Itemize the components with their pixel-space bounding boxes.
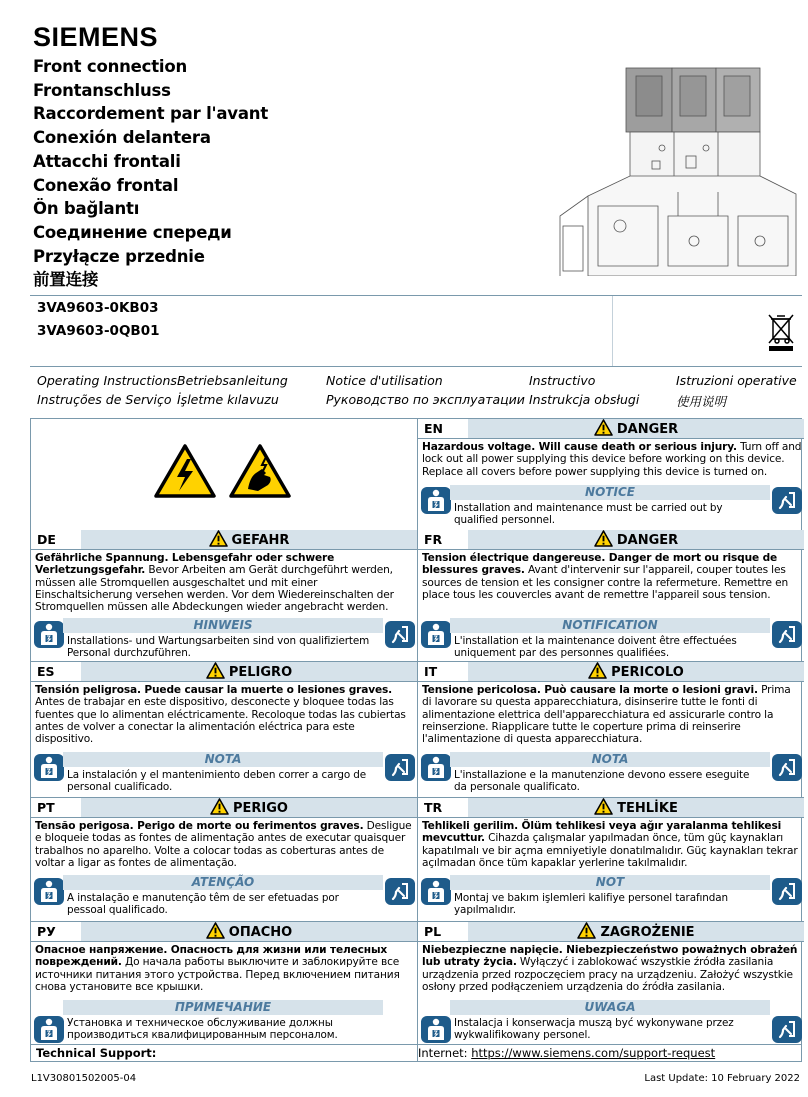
read-manual-icon	[772, 621, 802, 648]
warning-triangle-icon	[577, 922, 596, 939]
read-manual-icon	[772, 754, 802, 781]
warning-triangle-icon	[594, 419, 613, 436]
section-header	[31, 662, 417, 682]
support-link[interactable]: https://www.siemens.com/support-request	[471, 1046, 716, 1060]
support-internet	[418, 1045, 715, 1062]
qualified-person-icon	[34, 621, 64, 648]
notice-bar: NOT	[450, 875, 770, 890]
danger-text	[422, 684, 802, 745]
danger-label: DANGER	[616, 533, 679, 548]
title-tr: Ön bağlantı	[33, 199, 140, 219]
last-update: Last Update: 10 February 2022	[644, 1073, 800, 1084]
title-pt: Conexão frontal	[33, 175, 179, 195]
danger-text	[35, 684, 415, 745]
danger-text	[35, 820, 415, 869]
section-pt	[31, 798, 417, 922]
language-code: EN	[418, 419, 468, 438]
notice-text: Montaj ve bakım işlemleri kalifiye personel tarafından yapılmalıdır.	[454, 892, 729, 916]
danger-bar	[81, 662, 417, 681]
danger-label: GEFAHR	[231, 533, 290, 548]
manual-title: Notice d'utilisation Руководство по эксплуатации	[326, 373, 525, 407]
language-code: PT	[31, 798, 81, 817]
qualified-person-icon	[421, 754, 451, 781]
warning-triangle-icon	[206, 662, 225, 679]
warning-triangle-icon	[210, 798, 229, 815]
danger-headline: Опасное напряжение. Опасность для жизни или телесных повреждений.	[35, 944, 388, 969]
danger-headline: Tension électrique dangereuse. Danger de mort ou risque de blessures graves.	[422, 552, 778, 577]
danger-label: TEHLİKE	[617, 801, 678, 816]
danger-label: PERICOLO	[611, 665, 684, 680]
title-ru: Соединение спереди	[33, 222, 232, 242]
section-header	[418, 662, 804, 682]
section-header	[418, 798, 804, 818]
danger-text	[422, 820, 802, 869]
manual-title: Betriebsanleitung İşletme kılavuzu	[177, 373, 288, 407]
read-manual-icon	[772, 878, 802, 905]
danger-headline: Tensione pericolosa. Può causare la morte o lesioni gravi.	[422, 684, 758, 696]
title-fr: Raccordement par l'avant	[33, 104, 269, 124]
danger-label: PERIGO	[233, 801, 288, 816]
danger-body: Prima di lavorare su questa apparecchiatura, disinserire tutte le fonti di alimentazione elettrica dell'apparecchiatura ed assicurarle contro la reinserzione. Riapplicare tutte le coperture prima di reinserire l'alimentazione di questa apparecchiatura.	[422, 684, 791, 746]
section-de	[31, 530, 417, 662]
section-en	[418, 419, 804, 537]
support-label: Technical Support:	[36, 1046, 157, 1060]
notice-bar: NOTICE	[450, 485, 770, 500]
section-ru	[31, 922, 417, 1046]
notice-text: Installations- und Wartungsarbeiten sind von qualifiziertem Personal durchzuführen.	[67, 635, 370, 659]
notice-bar: UWAGA	[450, 1000, 770, 1015]
section-header	[31, 798, 417, 818]
warning-pictogram-cell	[31, 419, 417, 537]
danger-headline: Tensão perigosa. Perigo de morte ou ferimentos graves.	[35, 820, 364, 832]
danger-body: Desligue e bloqueie todas as fontes de alimentação antes de executar quaisquer trabalhos no aparelho. Volte a colocar todas as coberturas antes de voltar a ligar as fontes de alimentação.	[35, 820, 412, 869]
language-code: PL	[418, 922, 468, 941]
weee-bin-icon	[766, 313, 796, 353]
danger-headline: Niebezpieczne napięcie. Niebezpieczeństwo poważnych obrażeń lub utraty życia.	[422, 944, 798, 969]
section-tr	[418, 798, 804, 922]
danger-headline: Tensión peligrosa. Puede causar la muerte o lesiones graves.	[35, 684, 393, 696]
language-code: ES	[31, 662, 81, 681]
warning-pictograms	[153, 443, 292, 503]
qualified-person-icon	[34, 754, 64, 781]
order-number-box	[30, 295, 802, 367]
hand-shock-icon	[228, 443, 292, 499]
qualified-person-icon	[34, 878, 64, 905]
danger-body: Antes de trabajar en este dispositivo, desconecte y bloquee todas las fuentes que lo alimentan eléctricamente. Recoloque todas las cubiertas antes de volver a conectar la alimentación eléctrica para este dispositivo.	[35, 696, 406, 746]
notice-text: L'installazione e la manutenzione devono essere eseguite da personale qualificato.	[454, 769, 750, 793]
qualified-person-icon	[34, 1016, 64, 1043]
notice-bar: NOTA	[450, 752, 770, 767]
warning-triangle-icon	[594, 798, 613, 815]
title-it: Attacchi frontali	[33, 151, 181, 171]
language-code: FR	[418, 530, 468, 549]
title-zh: 前置连接	[33, 270, 99, 290]
order-code: 3VA9603-0QB01	[37, 323, 160, 339]
danger-bar	[468, 922, 804, 941]
danger-text	[422, 944, 802, 993]
notice-text: Instalacja i konserwacja muszą być wykonywane przez wykwalifikowany personel.	[454, 1017, 734, 1041]
danger-body: Wyłączyć i zablokować wszystkie źródła zasilania urządzenia przed rozpoczęciem pracy na urządzeniu. Założyć wszystkie osłony przed podłączeniem urządzenia do źródła zasilania.	[422, 956, 793, 993]
section-it	[418, 662, 804, 798]
read-manual-icon	[385, 878, 415, 905]
notice-text: L'installation et la maintenance doivent être effectuées uniquement par des personnes qualifiées.	[454, 635, 737, 659]
section-header	[31, 922, 417, 942]
electric-shock-icon	[153, 443, 217, 499]
danger-text	[35, 944, 415, 993]
danger-bar	[81, 922, 417, 941]
manual-title: Instructivo Instrukcja obsługi	[529, 373, 640, 407]
danger-text	[422, 441, 802, 478]
notice-bar: NOTA	[63, 752, 383, 767]
read-manual-icon	[772, 1016, 802, 1043]
danger-headline: Gefährliche Spannung. Lebensgefahr oder schwere Verletzungsgefahr.	[35, 552, 335, 577]
danger-label: ZAGROŻENIE	[600, 925, 695, 940]
product-illustration	[558, 66, 800, 276]
danger-headline: Tehlikeli gerilim. Ölüm tehlikesi veya ağır yaralanma tehlikesi mevcuttur.	[422, 820, 782, 845]
warning-triangle-icon	[209, 530, 228, 547]
title-en: Front connection	[33, 57, 188, 76]
read-manual-icon	[772, 487, 802, 514]
section-header	[31, 530, 417, 550]
technical-support-row	[30, 1044, 802, 1062]
section-pl	[418, 922, 804, 1046]
notice-bar: ATENÇÃO	[63, 875, 383, 890]
qualified-person-icon	[421, 1016, 451, 1043]
notice-text: Installation and maintenance must be carried out by qualified personnel.	[454, 502, 723, 526]
qualified-person-icon	[421, 487, 451, 514]
section-es	[31, 662, 417, 798]
notice-bar: NOTIFICATION	[450, 618, 770, 633]
order-code: 3VA9603-0KB03	[37, 300, 159, 316]
danger-body: Cihazda çalışmalar yapılmadan önce, tüm güç kaynakları kapatılmalı ve bir açma emniyetiyle donatılmalıdır. Güç kaynakları tekrar açılmadan önce tüm kapaklar yerlerine takılmalıdır.	[422, 832, 798, 869]
warning-triangle-icon	[594, 530, 613, 547]
danger-label: PELIGRO	[228, 665, 293, 680]
danger-label: ОПАСНО	[228, 925, 293, 940]
language-code: TR	[418, 798, 468, 817]
section-header	[418, 419, 804, 439]
danger-body: Turn off and lock out all power supplying this device before working on this device. Replace all covers before power supplying this device is turned on.	[422, 441, 802, 478]
danger-bar	[81, 798, 417, 817]
danger-body: Bevor Arbeiten am Gerät durchgeführt werden, müssen alle Stromquellen ausgeschaltet und mit einer Einschaltsicherung versehen werden. Vor dem Wiedereinschalten der Stromquellen müssen alle Abdeckungen wieder angebracht werden.	[35, 564, 394, 614]
qualified-person-icon	[421, 878, 451, 905]
danger-bar	[468, 530, 804, 549]
title-pl: Przyłącze przednie	[33, 246, 205, 266]
read-manual-icon	[385, 754, 415, 781]
internet-label: Internet:	[418, 1046, 472, 1060]
section-header	[418, 530, 804, 550]
siemens-logo: SIEMENS	[33, 22, 159, 52]
document-id: L1V30801502005-04	[31, 1073, 137, 1084]
language-code: РУ	[31, 922, 81, 941]
danger-text	[35, 552, 415, 613]
danger-headline: Hazardous voltage. Will cause death or serious injury.	[422, 441, 737, 453]
section-fr	[418, 530, 804, 662]
notice-text: Установка и техническое обслуживание должны производиться квалифицированным персоналом.	[67, 1017, 338, 1041]
notice-text: A instalação e manutenção têm de ser efetuadas por pessoal qualificado.	[67, 892, 339, 916]
qualified-person-icon	[421, 621, 451, 648]
manual-title: Istruzioni operative 使用说明	[676, 373, 797, 409]
danger-bar	[468, 798, 804, 817]
danger-bar	[468, 419, 804, 438]
warning-triangle-icon	[588, 662, 607, 679]
danger-body: До начала работы выключите и заблокируйте все источники питания этого устройства. Перед включением питания снова установите все крышки.	[35, 956, 400, 993]
section-header	[418, 922, 804, 942]
read-manual-icon	[385, 621, 415, 648]
box-divider	[612, 296, 613, 366]
danger-label: DANGER	[616, 422, 679, 437]
title-list	[33, 55, 268, 292]
notice-text: La instalación y el mantenimiento deben correr a cargo de personal cualificado.	[67, 769, 367, 793]
notice-bar: HINWEIS	[63, 618, 383, 633]
danger-bar	[468, 662, 804, 681]
notice-bar: ПРИМЕЧАНИЕ	[63, 1000, 383, 1015]
danger-body: Avant d'intervenir sur l'appareil, couper toutes les sources de tension et les consigner contre la refermeture. Remettre en place tous les couvercles avant de remettre l'appareil sous tension.	[422, 564, 789, 601]
danger-bar	[81, 530, 417, 549]
safety-grid	[30, 418, 802, 1062]
warning-triangle-icon	[206, 922, 225, 939]
language-code: DE	[31, 530, 81, 549]
title-de: Frontanschluss	[33, 80, 171, 100]
manual-title: Operating Instructions Instruções de Serviço	[37, 373, 177, 407]
danger-text	[422, 552, 802, 601]
title-es: Conexión delantera	[33, 128, 211, 148]
language-code: IT	[418, 662, 468, 681]
